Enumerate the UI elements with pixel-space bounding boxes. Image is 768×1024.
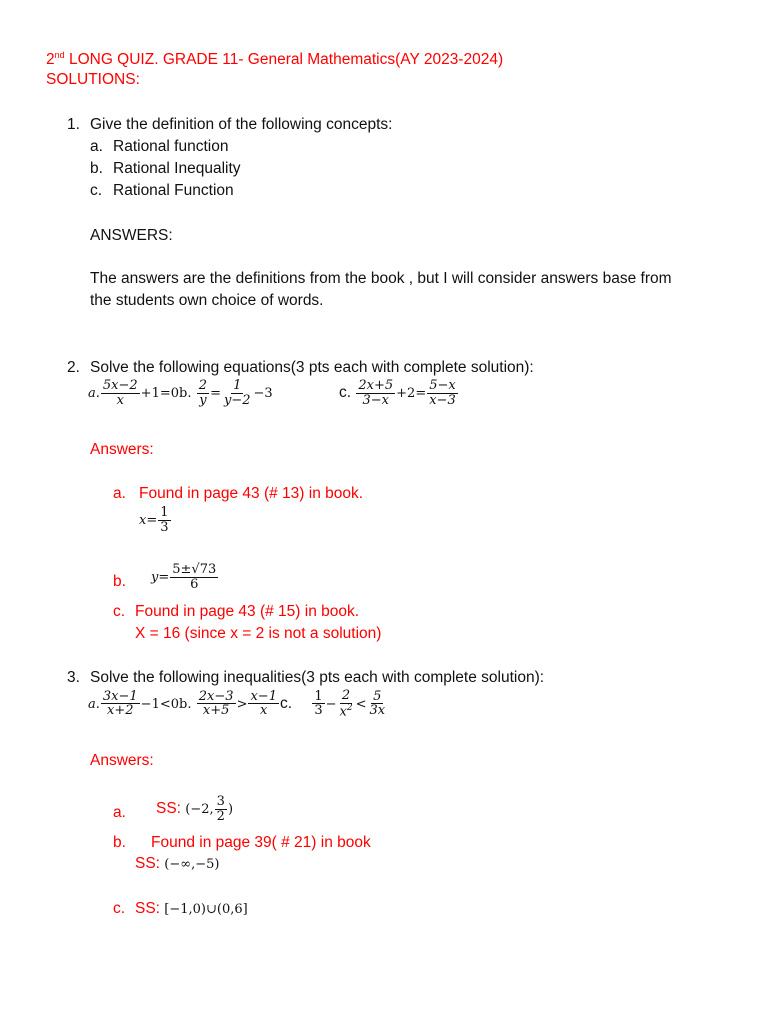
solution-set-label: SS: bbox=[135, 855, 160, 872]
q3-answer-a bbox=[156, 795, 233, 823]
q2-eq-c-fraction-1 bbox=[356, 379, 395, 407]
q3-eq-c-label: c. bbox=[279, 694, 293, 712]
q3-text: Solve the following inequalities(3 pts each with complete solution): bbox=[90, 669, 545, 686]
q3-answer-a-letter: a. bbox=[113, 804, 126, 821]
q1-item-a: Rational function bbox=[113, 138, 229, 155]
q2-eq-a-rest: +1=0 bbox=[140, 386, 179, 402]
q2-answer-a-fraction bbox=[158, 506, 170, 534]
interval-close: ) bbox=[227, 802, 234, 818]
q3-eq-c-less: < bbox=[355, 696, 367, 712]
q3-answers-label: Answers: bbox=[90, 752, 154, 769]
quiz-title bbox=[46, 50, 503, 69]
q1-item-c-letter: c. bbox=[90, 182, 103, 199]
fraction-numerator: 2x−3 bbox=[198, 688, 234, 704]
variable-x: x= bbox=[139, 513, 158, 529]
fraction-numerator: 1 bbox=[233, 378, 242, 393]
q1-item-b: Rational Inequality bbox=[113, 160, 241, 177]
fraction-numerator: 2 bbox=[198, 378, 208, 393]
q2-answer-c-letter: c. bbox=[113, 603, 126, 620]
interval-open: (−2, bbox=[185, 802, 214, 818]
q2-answer-a-text: Found in page 43 (# 13) in book. bbox=[139, 485, 364, 502]
q2-eq-a-fraction bbox=[101, 379, 140, 407]
q3-eq-c-minus: − bbox=[325, 696, 337, 712]
q1-item-c: Rational Function bbox=[113, 182, 234, 199]
q3-answer-b-ss bbox=[135, 855, 219, 873]
q3-eq-a-label: a. bbox=[88, 696, 100, 712]
fraction-numerator: x−1 bbox=[250, 688, 277, 704]
solutions-heading: SOLUTIONS: bbox=[46, 71, 140, 88]
fraction-denominator: 3−x bbox=[362, 392, 390, 408]
fraction-numerator: 1 bbox=[160, 505, 169, 520]
fraction-numerator: 5±√73 bbox=[172, 562, 217, 577]
fraction-denominator: y bbox=[199, 392, 207, 408]
q1-item-b-letter: b. bbox=[90, 160, 103, 177]
fraction-denominator: 6 bbox=[190, 576, 199, 592]
fraction-denominator: 2 bbox=[216, 808, 225, 824]
q3-answer-c-ss bbox=[135, 900, 248, 918]
fraction-denominator: 3 bbox=[314, 703, 323, 719]
q2-answer-a-letter: a. bbox=[113, 485, 126, 502]
q1-answers-label: ANSWERS: bbox=[90, 227, 173, 244]
title-number: 2 bbox=[46, 51, 55, 69]
exponent: 2 bbox=[346, 702, 353, 713]
q3-eq-c-fraction-2 bbox=[338, 689, 355, 719]
fraction-numerator: 2x+5 bbox=[358, 378, 394, 393]
q2-equations bbox=[88, 379, 273, 407]
fraction-numerator: 3 bbox=[216, 794, 225, 809]
fraction-numerator: 3x−1 bbox=[102, 688, 138, 704]
fraction-denominator: x bbox=[260, 703, 268, 719]
q2-text: Solve the following equations(3 pts each with complete solution): bbox=[90, 359, 534, 376]
fraction-numerator: 5 bbox=[373, 688, 382, 704]
fraction-denominator: x+2 bbox=[107, 703, 134, 719]
q1-answer-line-2: the students own choice of words. bbox=[90, 292, 324, 309]
q3-answer-b-letter: b. bbox=[113, 834, 126, 851]
q1-answer-line-1: The answers are the definitions from the book , but I will consider answers base from bbox=[90, 270, 672, 287]
q2-answer-c-text-2: X = 16 (since x = 2 is not a solution) bbox=[135, 625, 382, 642]
q3-eq-b-label: b. bbox=[179, 696, 192, 712]
solution-interval: [−1,0)∪(0,6] bbox=[164, 902, 248, 917]
q3-eq-c-fraction-1 bbox=[312, 690, 324, 718]
fraction-denominator: x bbox=[116, 392, 124, 408]
q2-eq-b-label: b. bbox=[179, 386, 192, 402]
q3-answer-b-text: Found in page 39( # 21) in book bbox=[151, 834, 371, 851]
q2-eq-c-middle: +2= bbox=[396, 386, 427, 402]
solution-set-label: SS: bbox=[156, 800, 181, 818]
fraction-numerator: 1 bbox=[314, 688, 323, 704]
q3-inequalities bbox=[88, 689, 388, 719]
q3-eq-b-fraction-1 bbox=[197, 690, 236, 718]
q3-eq-c-fraction-3 bbox=[368, 690, 388, 718]
q2-eq-b-equals: = bbox=[210, 386, 221, 402]
q2-eq-c-label: c. bbox=[339, 384, 352, 402]
q2-answer-b-letter: b. bbox=[113, 573, 126, 590]
q2-number: 2. bbox=[67, 359, 80, 376]
q3-number: 3. bbox=[67, 669, 80, 686]
q1-text: Give the definition of the following concepts: bbox=[90, 116, 393, 133]
fraction-denominator: y−2 bbox=[223, 392, 251, 408]
fraction-denominator: x+5 bbox=[202, 703, 230, 719]
q2-answers-label: Answers: bbox=[90, 441, 154, 458]
q2-eq-c-fraction-2 bbox=[427, 379, 458, 407]
q2-answer-b-math bbox=[151, 563, 219, 591]
fraction-denominator: 3 bbox=[160, 519, 169, 535]
title-superscript: nd bbox=[54, 50, 65, 60]
q3-eq-a-rest: −1<0 bbox=[140, 696, 179, 712]
q3-answer-a-fraction bbox=[215, 795, 227, 823]
fraction-numerator: 2 bbox=[341, 688, 351, 703]
variable-y: y= bbox=[151, 570, 170, 586]
solution-interval: (−∞,−5) bbox=[164, 857, 220, 872]
title-text: LONG QUIZ. GRADE 11- General Mathematics(AY 2023-2024) bbox=[64, 51, 504, 69]
q2-answer-a-math bbox=[139, 506, 172, 534]
fraction-numerator: 5−x bbox=[429, 378, 456, 393]
q2-eq-b-fraction-1 bbox=[197, 379, 209, 407]
q2-equation-c bbox=[339, 379, 459, 407]
fraction-numerator: 5x−2 bbox=[102, 378, 138, 393]
fraction-denominator: 3x bbox=[369, 703, 386, 719]
fraction-denominator: x bbox=[339, 703, 347, 719]
q3-answer-c-letter: c. bbox=[113, 900, 126, 917]
q3-eq-b-greater: > bbox=[236, 696, 248, 712]
q3-eq-b-fraction-2 bbox=[248, 690, 279, 718]
q2-eq-b-fraction-2 bbox=[222, 379, 253, 407]
solution-set-label: SS: bbox=[135, 900, 160, 917]
q1-number: 1. bbox=[67, 116, 80, 133]
q2-answer-b-fraction bbox=[170, 563, 218, 591]
q1-item-a-letter: a. bbox=[90, 138, 103, 155]
fraction-denominator: x−3 bbox=[429, 392, 456, 408]
q2-eq-b-rest: −3 bbox=[253, 386, 273, 402]
q2-answer-c-text: Found in page 43 (# 15) in book. bbox=[135, 603, 360, 620]
q3-eq-a-fraction bbox=[101, 690, 140, 718]
q2-eq-a-label: a. bbox=[88, 386, 100, 402]
